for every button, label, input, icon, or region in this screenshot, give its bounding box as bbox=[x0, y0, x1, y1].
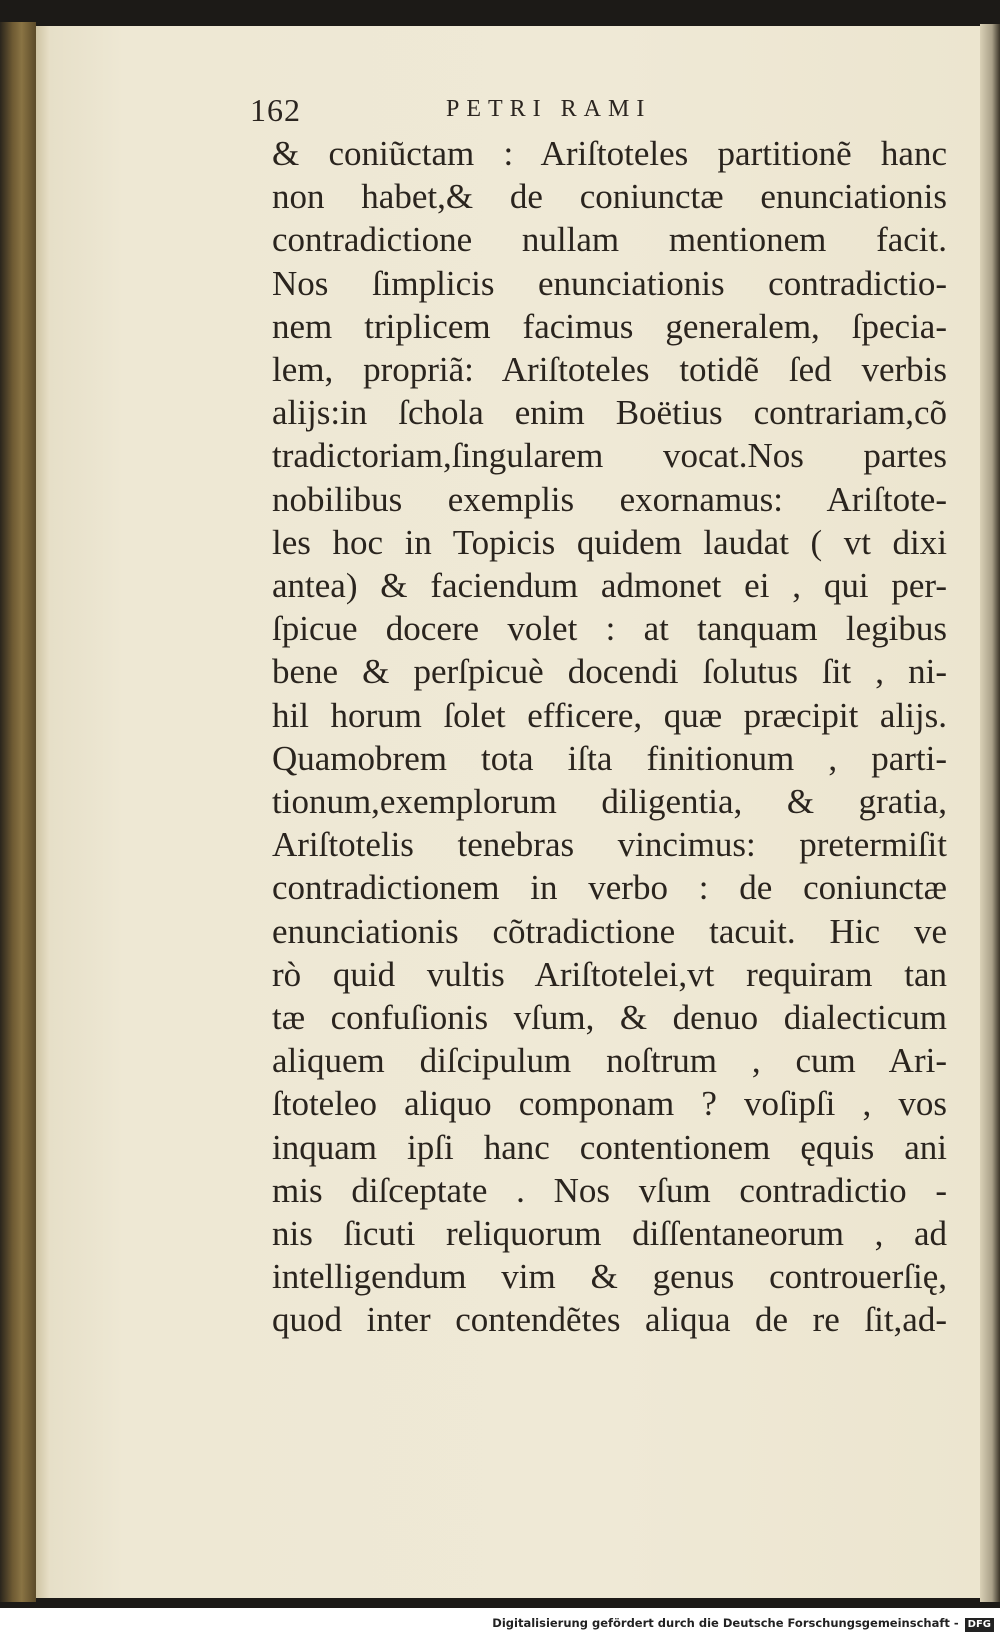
text-line: ſpicue docere volet : at tanquam legibus bbox=[272, 609, 947, 649]
text-line: tionum,exemplorum diligentia, & gratia, bbox=[272, 782, 947, 822]
text-line: aliјs:in ſchola enim Boëtius contrariam,cõ bbox=[272, 393, 947, 433]
text-line: aliquem diſcipulum noſtrum , cum Ari- bbox=[272, 1041, 947, 1081]
text-line: tradictoriam,ſingularem vocat.Nos partes bbox=[272, 436, 947, 476]
dfg-logo: DFG bbox=[965, 1618, 994, 1632]
text-line: intelligendum vim & genus controuerſię, bbox=[272, 1257, 947, 1297]
text-line: nem triplicem facimus generalem, ſpecia- bbox=[272, 306, 947, 346]
text-line: lem, propriã: Ariſtoteles totidẽ ſed verbis bbox=[272, 350, 947, 390]
book-spine bbox=[0, 22, 36, 1602]
text-line: hil horum ſolet efficere, quæ præcipit aliјs. bbox=[272, 695, 947, 735]
running-head: PETRI RAMI bbox=[446, 96, 652, 122]
text-line: Ariſtotelis tenebras vincimus: pretermiſit bbox=[272, 825, 947, 865]
text-line: Nos ſimplicis enunciationis contradictio- bbox=[272, 263, 947, 303]
body-text bbox=[272, 132, 947, 1342]
text-line: tæ confuſionis vſum, & denuo dialecticum bbox=[272, 998, 947, 1038]
page-edge bbox=[980, 24, 1000, 1602]
text-line: bene & perſpicuè docendi ſolutus ſit , ni- bbox=[272, 652, 947, 692]
text-line: rò quid vultis Ariſtotelei,vt requiram tan bbox=[272, 954, 947, 994]
text-line: quod inter contendẽtes aliqua de re ſit,ad- bbox=[272, 1300, 947, 1340]
page-number: 162 bbox=[250, 92, 301, 128]
text-line: contradictionem in verbo : de coniunctæ bbox=[272, 868, 947, 908]
text-line: les hoc in Topicis quidem laudat ( vt dixi bbox=[272, 522, 947, 562]
text-line: inquam ipſi hanc contentionem ęquis ani bbox=[272, 1127, 947, 1167]
text-line: nobilibus exemplis exornamus: Ariſtote- bbox=[272, 479, 947, 519]
credit-text: Digitalisierung gefördert durch die Deutsche Forschungsgemeinschaft - bbox=[492, 1616, 959, 1630]
text-line: antea) & faciendum admonet ei , qui per- bbox=[272, 566, 947, 606]
text-line: ſtoteleo aliquo componam ? voſipſi , vos bbox=[272, 1084, 947, 1124]
page-gutter bbox=[36, 26, 50, 1598]
text-line: enunciationis cõtradictione tacuit. Hic ve bbox=[272, 911, 947, 951]
text-line: contradictione nullam mentionem facit. bbox=[272, 220, 947, 260]
text-line: non habet,& de coniunctæ enunciationis bbox=[272, 177, 947, 217]
page-header bbox=[250, 92, 960, 132]
text-line: Quamobrem tota iſta finitionum , parti- bbox=[272, 738, 947, 778]
text-line: & coniũctam : Ariſtoteles partitionẽ hanc bbox=[272, 134, 947, 173]
digitization-credit bbox=[0, 1608, 1000, 1638]
text-line: nis ſicuti reliquorum diſſentaneorum , ad bbox=[272, 1214, 947, 1254]
text-line: mis diſceptate . Nos vſum contradictio - bbox=[272, 1170, 947, 1210]
